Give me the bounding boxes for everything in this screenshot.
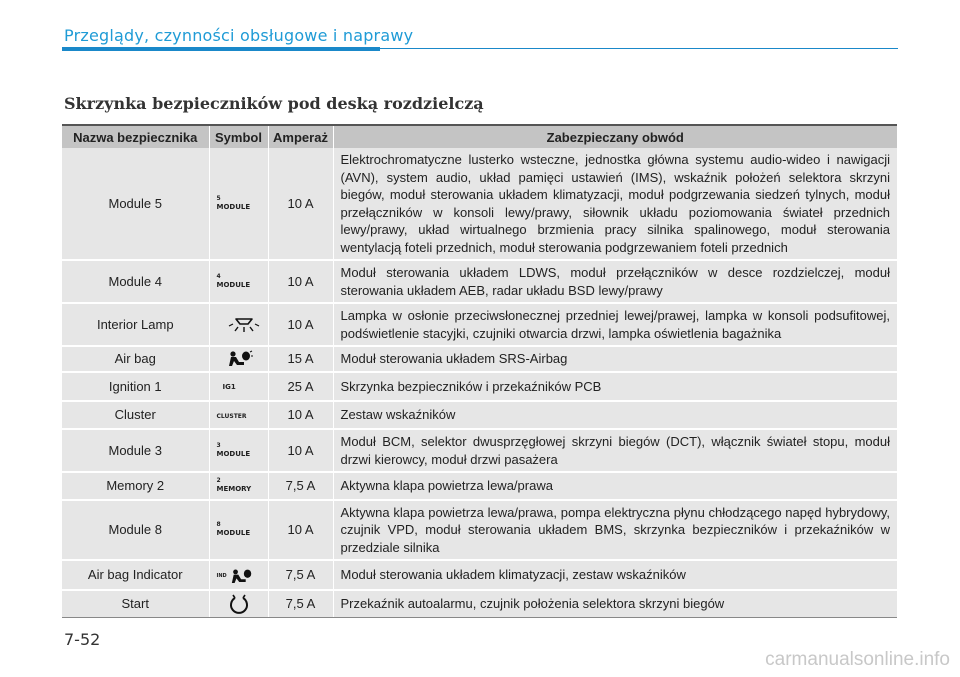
fuse-symbol <box>209 560 268 590</box>
section-title: Skrzynka bezpieczników pod deską rozdzielczą <box>64 94 484 113</box>
table-row <box>62 303 897 346</box>
table-row <box>62 429 897 472</box>
header-rule-thin <box>380 48 898 49</box>
symbol-number: 3 <box>216 441 221 449</box>
fuse-name: Memory 2 <box>62 472 209 500</box>
fuse-name: Air bag Indicator <box>62 560 209 590</box>
table-row <box>62 346 897 372</box>
fuse-circuit: Moduł BCM, selektor dwusprzęgłowej skrzyni biegów (DCT), włącznik świateł stopu, moduł drzwi kierowcy, moduł drzwi pasażera <box>333 429 897 472</box>
fuse-symbol <box>209 401 268 430</box>
symbol-text: IG1 <box>222 383 236 391</box>
page-header-title: Przeglądy, czynności obsługowe i naprawy <box>64 26 414 45</box>
symbol-text: CLUSTER <box>216 412 247 420</box>
table-row <box>62 590 897 618</box>
fuse-symbol <box>209 260 268 303</box>
fuse-name: Module 3 <box>62 429 209 472</box>
fuse-name: Ignition 1 <box>62 372 209 401</box>
table-row <box>62 560 897 590</box>
fuse-symbol <box>209 472 268 500</box>
fuse-amperage: 10 A <box>268 260 333 303</box>
fuse-circuit: Aktywna klapa powietrza lewa/prawa, pompa elektryczna płynu chłodzącego napęd hybrydowy, czujnik VPD, moduł sterowania układem BMS, skrzynka bezpieczników i przekaźników w przedziale silnika <box>333 500 897 561</box>
fuse-name: Cluster <box>62 401 209 430</box>
table-header-row <box>62 125 897 148</box>
fuse-amperage: 7,5 A <box>268 590 333 618</box>
fuse-circuit: Moduł sterowania układem SRS-Airbag <box>333 346 897 372</box>
table-row <box>62 148 897 260</box>
fuse-symbol <box>209 429 268 472</box>
fuse-symbol <box>209 372 268 401</box>
fuse-amperage: 10 A <box>268 500 333 561</box>
symbol-text: MODULE <box>216 529 251 537</box>
column-header-symbol: Symbol <box>209 125 268 148</box>
fuse-amperage: 7,5 A <box>268 560 333 590</box>
symbol-text: MODULE <box>216 280 251 289</box>
symbol-text: MODULE <box>216 449 251 458</box>
fuse-amperage: 10 A <box>268 148 333 260</box>
fuse-circuit: Moduł sterowania układem LDWS, moduł przełączników w desce rozdzielczej, moduł sterowania układem AEB, radar układu BSD lewy/prawy <box>333 260 897 303</box>
airbag-indicator-icon <box>230 568 254 585</box>
interior-lamp-icon <box>227 317 261 333</box>
header-rule-thick <box>62 47 380 51</box>
start-icon <box>227 594 251 614</box>
fuse-circuit: Moduł sterowania układem klimatyzacji, zestaw wskaźników <box>333 560 897 590</box>
symbol-number: IND <box>216 573 227 579</box>
fuse-circuit: Skrzynka bezpieczników i przekaźników PCB <box>333 372 897 401</box>
table-row <box>62 372 897 401</box>
symbol-text: MODULE <box>216 202 251 211</box>
fuse-amperage: 10 A <box>268 401 333 430</box>
symbol-number: 4 <box>216 272 221 280</box>
table-row <box>62 500 897 561</box>
fuse-name: Air bag <box>62 346 209 372</box>
column-header-name: Nazwa bezpiecznika <box>62 125 209 148</box>
fuse-name: Module 4 <box>62 260 209 303</box>
page-number: 7-52 <box>64 630 101 649</box>
column-header-amperage: Amperaż <box>268 125 333 148</box>
fuse-circuit: Zestaw wskaźników <box>333 401 897 430</box>
symbol-number: 2 <box>216 477 221 484</box>
fuse-name: Interior Lamp <box>62 303 209 346</box>
fuse-name: Module 8 <box>62 500 209 561</box>
fuse-amperage: 7,5 A <box>268 472 333 500</box>
fuse-symbol <box>209 590 268 618</box>
table-row <box>62 401 897 430</box>
fuse-amperage: 25 A <box>268 372 333 401</box>
fuse-amperage: 10 A <box>268 429 333 472</box>
fuse-amperage: 10 A <box>268 303 333 346</box>
fuse-symbol <box>209 500 268 561</box>
symbol-number: 5 <box>216 194 221 202</box>
fuse-circuit: Aktywna klapa powietrza lewa/prawa <box>333 472 897 500</box>
column-header-circuit: Zabezpieczany obwód <box>333 125 897 148</box>
fuse-amperage: 15 A <box>268 346 333 372</box>
fuse-circuit: Elektrochromatyczne lusterko wsteczne, jednostka główna systemu audio-wideo i nawigacji (AVN), system audio, układ pamięci ustawień (IMS), wskaźnik położeń selektora skrzyni biegów, moduł sterowania układem klimatyzacji, moduł podgrzewania siedzeń tylnych, moduł przełączników w konsoli lewy/prawy, siłownik układu poziomowania świateł przednich lewy/prawy, układ wirtualnego brzmienia pracy silnika spalinowego, moduł sterowania wentylacją foteli przednich, moduł sterowania podgrzewaniem foteli przednich <box>333 148 897 260</box>
fuse-name: Module 5 <box>62 148 209 260</box>
watermark: carmanualsonline.info <box>765 649 950 670</box>
fuse-symbol <box>209 303 268 346</box>
symbol-text: MEMORY <box>216 485 252 493</box>
fuse-circuit: Przekaźnik autoalarmu, czujnik położenia selektora skrzyni biegów <box>333 590 897 618</box>
fuse-circuit: Lampka w osłonie przeciwsłonecznej przedniej lewej/prawej, lampka w konsoli podsufitowej, podświetlenie stacyjki, czujniki otwarcia drzwi, lampka oświetlenia bagażnika <box>333 303 897 346</box>
table-row <box>62 472 897 500</box>
symbol-number: 8 <box>216 521 221 528</box>
fuse-symbol <box>209 148 268 260</box>
fuse-symbol <box>209 346 268 372</box>
fuse-name: Start <box>62 590 209 618</box>
airbag-icon <box>227 350 253 368</box>
fuse-table <box>62 124 897 618</box>
table-row <box>62 260 897 303</box>
